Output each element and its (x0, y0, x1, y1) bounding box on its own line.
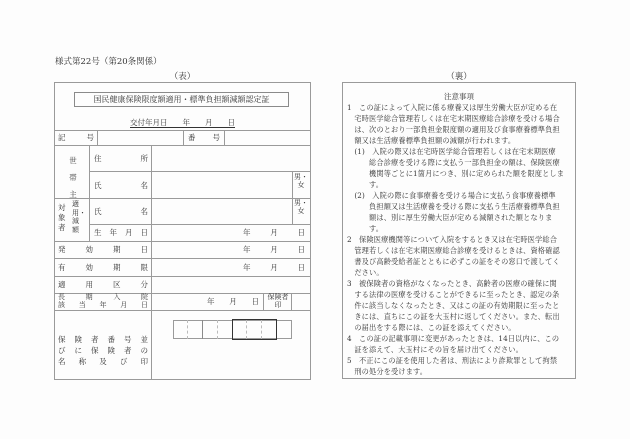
household-head-label: 世帯主 (69, 156, 77, 199)
target-type-label: 適用・減額 (72, 200, 86, 234)
effective-date-label: 発効期日 (58, 245, 148, 254)
birth-date-field[interactable]: 年 月 日 (243, 228, 305, 237)
front-side-label: （表） (169, 72, 196, 82)
insurer-info-label-3: 名称及び印 (58, 357, 148, 366)
insurer-info-label-1: 保険者番号並 (58, 335, 148, 344)
certificate-title: 国民健康保険限度額適用・標準負担額減額認定証 (74, 92, 289, 107)
target-name-label: 氏名 (94, 207, 148, 216)
category-label: 適用区分 (58, 280, 148, 289)
head-name-field[interactable] (152, 172, 292, 198)
target-person-label: 対象者 (58, 203, 66, 232)
long-term-date-field[interactable]: 年 月 日 (207, 297, 259, 306)
effective-date-field[interactable]: 年 月 日 (243, 245, 305, 254)
target-gender-option[interactable]: 男・女 (294, 199, 308, 215)
issue-date-field: 交付年月日 年 月 日 (130, 118, 235, 127)
birth-date-label: 生年月日 (94, 228, 148, 237)
head-name-label: 氏名 (94, 181, 148, 190)
note-3: 3 被保険者の資格がなくなったとき、高齢者の医療の確保に関 する法律の医療を受けることができるに至ったとき、認定の条 件に該当しなくなったとき、又はこの証の有効期限に至ったと きには、直ちにこの証を大玉村に返してください。また、転出 の届出をする際には、この証を添えてください。 (347, 279, 560, 332)
insurer-seal-label: 保険者印 (267, 293, 289, 309)
kigo-label: 記 号 (58, 133, 94, 142)
bango-label: 番 号 (188, 133, 220, 142)
head-gender-option[interactable]: 男・女 (294, 173, 308, 189)
note-1: 1 この証によって入院に係る療養又は厚生労働大臣が定める在 宅時医学総合管理若しくは在宅末期医療総合診療を受ける場合 は、次のとおり一部負担金限度額の適用及び食事療養標準負担 額又は生活療養標準負担額の減額が行われます。 (347, 103, 560, 145)
insurer-seal-field[interactable] (292, 294, 310, 310)
target-name-field[interactable] (152, 199, 292, 224)
long-term-label-1: 長期入院 (58, 293, 148, 301)
expiry-label: 有効期限 (58, 263, 148, 272)
form-id: 様式第22号（第20条関係） (55, 57, 162, 67)
notes-panel (342, 82, 576, 379)
note-5: 5 不正にこの証を使用した者は、刑法により詐欺罪として拘禁 刑の処分を受けます。 (347, 356, 558, 376)
category-field[interactable] (152, 277, 310, 293)
note-2: 2 保険医療機関等について入院をするとき又は在宅時医学総合 管理若しくは在宅末期医療総合診療を受けるときは、資格確認 書及び高齢受給者証とともに必ずこの証をその窓口で渡してく ださい。 (347, 235, 560, 277)
kigo-field[interactable] (98, 131, 183, 145)
note-1-2: (2) 入院の際に食事療養を受ける場合に支払う食事療養標準 負担額又は生活療養を受ける際に支払う生活療養標準負担 額は、別に厚生労働大臣が定める減額された額となりま す。 (347, 191, 560, 233)
bango-field[interactable] (225, 131, 310, 145)
note-4: 4 この証の記載事項に変更があったときは、14日以内に、この 証を添えて、大玉村にその旨を届け出てください。 (347, 334, 560, 354)
address-field[interactable] (152, 146, 310, 171)
address-label: 住所 (94, 154, 148, 163)
insurer-info-label-2: びに保険者の (58, 346, 148, 355)
long-term-label-2: 該当年月日 (58, 301, 148, 309)
back-side-label: （裏） (446, 72, 472, 82)
note-1-1: (1) 入院の際又は在宅時医学総合管理若しくは在宅末期医療 総合診療を受ける際に支払う一部負担金の額は、保険医療 機関等ごとに1箇月につき、別に定められた額を限度としま す。 (347, 147, 565, 189)
notes-title: 注意事項 (444, 92, 474, 101)
expiry-field[interactable]: 年 月 日 (243, 263, 305, 272)
